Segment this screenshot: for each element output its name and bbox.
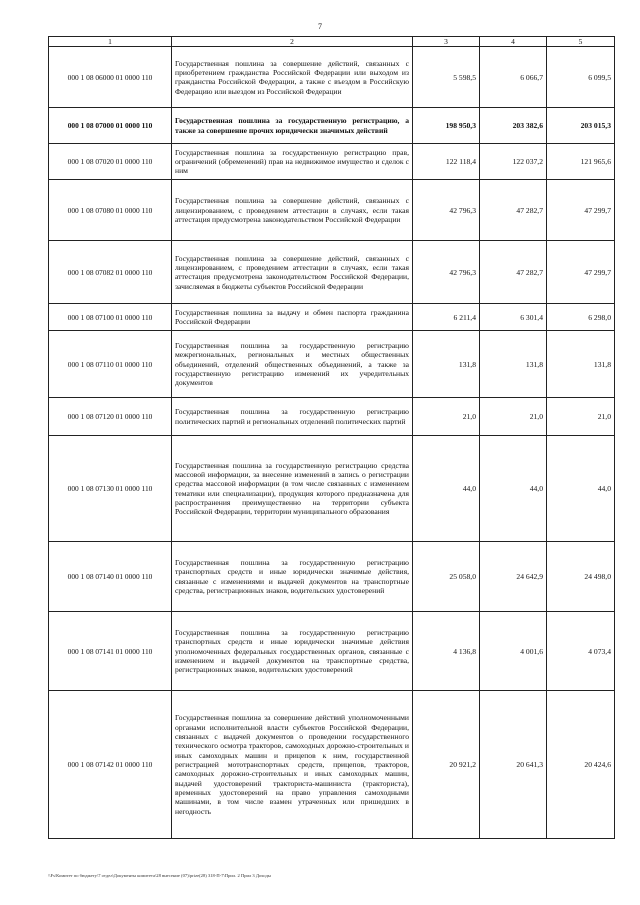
value-col4: 6 066,7: [480, 47, 547, 108]
value-col3: 122 118,4: [413, 144, 480, 180]
budget-code: 000 1 08 07082 01 0000 110: [49, 241, 172, 304]
table-row: [49, 398, 615, 436]
revenue-description: Государственная пошлина за государственную регистрацию, а также за совершение прочих юридически значимых действий: [172, 108, 413, 144]
value-col4: 44,0: [480, 436, 547, 542]
value-col4: 47 282,7: [480, 180, 547, 241]
budget-code: 000 1 08 07000 01 0000 110: [49, 108, 172, 144]
table-row: [49, 241, 615, 304]
value-col5: 131,8: [547, 331, 615, 398]
value-col4: 6 301,4: [480, 304, 547, 331]
value-col4: 21,0: [480, 398, 547, 436]
column-header: 5: [547, 37, 615, 47]
value-col3: 198 950,3: [413, 108, 480, 144]
value-col3: 131,8: [413, 331, 480, 398]
table-row: [49, 144, 615, 180]
value-col5: 121 965,6: [547, 144, 615, 180]
value-col3: 20 921,2: [413, 691, 480, 839]
budget-code: 000 1 08 06000 01 0000 110: [49, 47, 172, 108]
value-col3: 6 211,4: [413, 304, 480, 331]
table-header-row: [49, 37, 615, 47]
value-col3: 21,0: [413, 398, 480, 436]
value-col3: 25 058,0: [413, 542, 480, 612]
value-col5: 203 015,3: [547, 108, 615, 144]
table-row: [49, 331, 615, 398]
revenue-description: Государственная пошлина за государственную регистрацию политических партий и региональных отделений политических партий: [172, 398, 413, 436]
value-col4: 131,8: [480, 331, 547, 398]
budget-code: 000 1 08 07142 01 0000 110: [49, 691, 172, 839]
value-col3: 4 136,8: [413, 612, 480, 691]
value-col4: 203 382,6: [480, 108, 547, 144]
value-col4: 4 001,6: [480, 612, 547, 691]
table-row: [49, 612, 615, 691]
column-header: 4: [480, 37, 547, 47]
budget-code: 000 1 08 07120 01 0000 110: [49, 398, 172, 436]
revenue-description: Государственная пошлина за государственную регистрацию транспортных средств и иные юридически значимые действия уполномоченных федеральных государственных органов, связанные с изменением и выдачей документов на транспортные средства, регистрационных знаков, водительских удостоверений: [172, 612, 413, 691]
revenue-description: Государственная пошлина за государственную регистрацию межрегиональных, региональных и местных общественных объединений, отделений общественных объединений, а также за государственную регистрацию изменений их учредительных документов: [172, 331, 413, 398]
revenue-table: [48, 36, 615, 839]
table-row: [49, 304, 615, 331]
table-row: [49, 47, 615, 108]
page-number: 7: [318, 22, 322, 31]
value-col5: 6 099,5: [547, 47, 615, 108]
table-row: [49, 180, 615, 241]
revenue-description: Государственная пошлина за совершение действий, связанных с лицензированием, с проведением аттестации в случаях, если такая аттестация предусмотрена законодательством Российской Федерации: [172, 180, 413, 241]
value-col5: 47 299,7: [547, 180, 615, 241]
value-col3: 5 598,5: [413, 47, 480, 108]
column-header: 3: [413, 37, 480, 47]
value-col5: 4 073,4: [547, 612, 615, 691]
table-row: [49, 108, 615, 144]
value-col4: 24 642,9: [480, 542, 547, 612]
budget-code: 000 1 08 07140 01 0000 110: [49, 542, 172, 612]
revenue-description: Государственная пошлина за выдачу и обмен паспорта гражданина Российской Федерации: [172, 304, 413, 331]
budget-code: 000 1 08 07020 01 0000 110: [49, 144, 172, 180]
revenue-description: Государственная пошлина за совершение действий, связанных с лицензированием, с проведением аттестации в случаях, если такая аттестация предусмотрена законодательством Российской Федерации, зачисляемая в бюджеты субъектов Российской Федерации: [172, 241, 413, 304]
value-col4: 47 282,7: [480, 241, 547, 304]
value-col3: 44,0: [413, 436, 480, 542]
value-col5: 20 424,6: [547, 691, 615, 839]
value-col5: 6 298,0: [547, 304, 615, 331]
budget-code: 000 1 08 07130 01 0000 110: [49, 436, 172, 542]
revenue-description: Государственная пошлина за совершение действий уполномоченными органами исполнительной власти субъектов Российской Федерации, связанных с выдачей документов о проведении государственного технического осмотра тракторов, самоходных дорожно-строительных и иных самоходных машин и прицепов к ним, государственной регистрацией мототранспортных средств, прицепов, тракторов, самоходных дорожно-строительных и иных самоходных машин, выдачей удостоверений тракториста-машиниста (тракториста), временных удостоверений на право управления самоходными машинами, в том числе взамен утраченных или пришедших в негодность: [172, 691, 413, 839]
value-col5: 21,0: [547, 398, 615, 436]
file-path-footer: \\Fs\Комитет по бюджету\7 отдел\Документы комитета\28 внесение (07)\prize(28) 318-П-7\Прил. 2 Прил 3 Доходы: [48, 873, 271, 878]
budget-code: 000 1 08 07110 01 0000 110: [49, 331, 172, 398]
value-col3: 42 796,3: [413, 241, 480, 304]
revenue-description: Государственная пошлина за государственную регистрацию средства массовой информации, за внесение изменений в запись о регистрации средства массовой информации (в том числе связанных с изменением тематики или специализации), продукция которого предназначена для распространения преимущественно на территории субъекта Российской Федерации, территории муниципального образования: [172, 436, 413, 542]
budget-code: 000 1 08 07100 01 0000 110: [49, 304, 172, 331]
table-row: [49, 436, 615, 542]
revenue-description: Государственная пошлина за государственную регистрацию прав, ограничений (обременений) прав на недвижимое имущество и сделок с ним: [172, 144, 413, 180]
value-col5: 44,0: [547, 436, 615, 542]
value-col4: 20 641,3: [480, 691, 547, 839]
column-header: 2: [172, 37, 413, 47]
value-col5: 24 498,0: [547, 542, 615, 612]
revenue-description: Государственная пошлина за государственную регистрацию транспортных средств и иные юридически значимые действия, связанные с изменениями и выдачей документов на транспортные средства, регистрационных знаков, водительских удостоверений: [172, 542, 413, 612]
value-col4: 122 037,2: [480, 144, 547, 180]
value-col5: 47 299,7: [547, 241, 615, 304]
value-col3: 42 796,3: [413, 180, 480, 241]
table-row: [49, 691, 615, 839]
table-row: [49, 542, 615, 612]
budget-code: 000 1 08 07080 01 0000 110: [49, 180, 172, 241]
column-header: 1: [49, 37, 172, 47]
budget-code: 000 1 08 07141 01 0000 110: [49, 612, 172, 691]
revenue-description: Государственная пошлина за совершение действий, связанных с приобретением гражданства Российской Федерации или выходом из гражданства Российской Федерации, а также с въездом в Российскую Федерацию или выездом из Российской Федерации: [172, 47, 413, 108]
